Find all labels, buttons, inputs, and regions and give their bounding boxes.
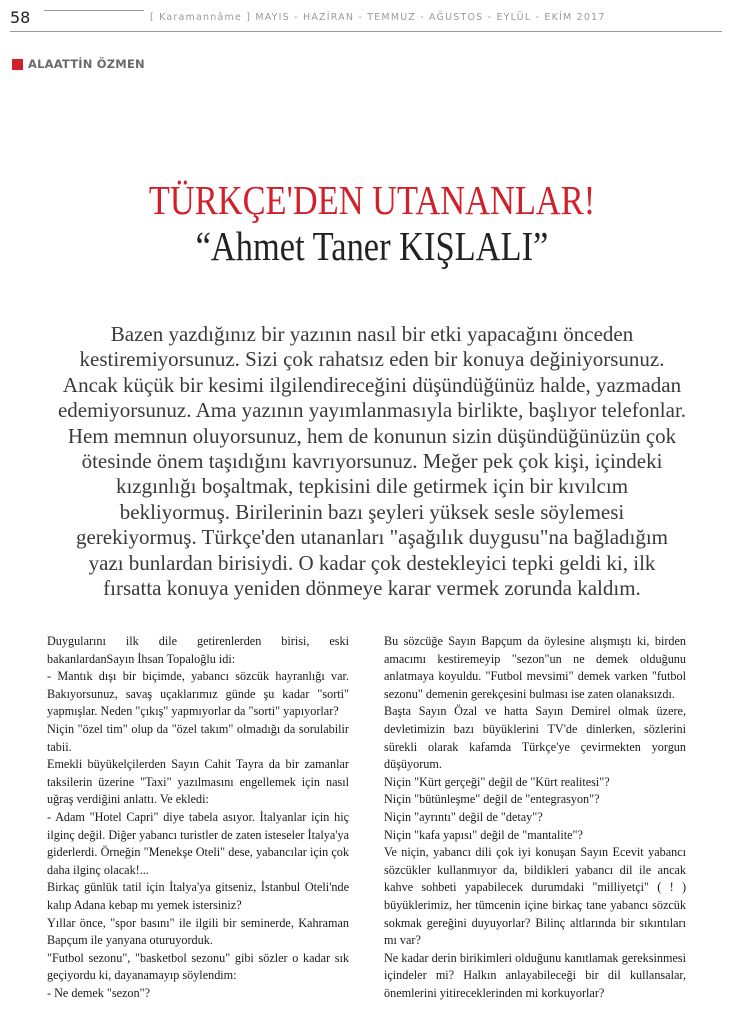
- author-name: ALAATTİN ÖZMEN: [28, 57, 145, 71]
- body-paragraph: Niçin "özel tim" olup da "özel takım" olmadığı da sorulabilir tabii.: [47, 721, 349, 754]
- body-paragraph: - Adam "Hotel Capri" diye tabela asıyor. İtalyanlar için hiç ilginç değil. Diğer yabancı turistler de zaten isteseler İtalya'ya giderlerdi. Örneğin "Menekşe Oteli" dese, yabancılar için çok daha ilginç olacak!...: [47, 809, 349, 877]
- body-paragraph: Niçin "bütünleşme" değil de "entegrasyon"?: [384, 792, 600, 807]
- lead-line: yazı bunlardan birisiydi. O kadar çok destekleyici tepki geldi ki, ilk: [88, 550, 656, 575]
- lead-line: gerekiyormuş. Türkçe'den utananları "aşağılık duygusu"na bağladığım: [75, 525, 669, 550]
- body-paragraph: Yıllar önce, "spor basını" ile ilgili bir seminerde, Kahraman Bapçum ile yanyana oturuyorduk.: [47, 915, 349, 948]
- lead-line: kızgınlığı boşaltmak, tepkisini dile getirmek için bir kıvılcım: [115, 474, 629, 499]
- lead-line: fırsatta konuya yeniden dönmeye karar vermek zorunda kaldım.: [103, 576, 641, 601]
- article-subtitle: “Ahmet Taner KIŞLALI”: [195, 223, 549, 269]
- body-paragraph: - Ne demek "sezon"?: [47, 985, 151, 1000]
- body-paragraph: - Mantık dışı bir biçimde, yabancı sözcük hayranlığı var. Bakıyorsunuz, savaş uçaklarımız günde şu kadar "sorti" yapmışlar. Neden "çıkış" yapmıyorlar da "sorti" yapıyorlar?: [47, 669, 349, 719]
- body-column-right: [384, 633, 686, 1002]
- body-paragraph: Ve niçin, yabancı dili çok iyi konuşan Sayın Ecevit yabancı sözcükler kullanmıyor da, bildikleri yabancı dil ile ancak kahve sohbeti yapabilecek durumdaki "milliyetçi" ( ! ) büyüklerimiz, her tümcenin içine birkaç tane yabancı sözcük sokmak gereğini duyuyorlar? Bilinç altlarında bir sıkıntıları mı var?: [384, 845, 686, 948]
- body-paragraph: Duygularını ilk dile getirenlerden birisi, eski bakanlardanSayın İhsan Topaloğlu idi:: [47, 634, 349, 666]
- body-paragraph: Niçin "kafa yapısı" değil de "mantalite"?: [384, 827, 583, 842]
- header-rule-left: [44, 10, 144, 11]
- lead-line: ötesinde önem taşıdığını kavrıyorsunuz. Meğer pek çok kişi, içindeki: [81, 449, 663, 474]
- red-square-icon: [12, 59, 23, 70]
- body-paragraph: Bu sözcüğe Sayın Bapçum da öylesine alışmıştı ki, birden amacımı kestiremeyip "sezon"un ne demek olduğunu anlatmaya koyuldu. "Futbol mevsimi" demek varken "futbol sezonu" demenin gerekçesini bulması ise zaten olanaksızdı.: [384, 634, 686, 701]
- body-paragraph: Birkaç günlük tatil için İtalya'ya gitseniz, İstanbul Oteli'nde kalıp Adana kebap mı yemek istersiniz?: [47, 880, 349, 912]
- author-byline: [12, 57, 145, 71]
- article-title: TÜRKÇE'DEN UTANANLAR!: [148, 177, 596, 223]
- body-column-left: [47, 633, 349, 1002]
- lead-line: bekliyormuş. Birilerinin bazı şeyleri yüksek sesle söylemesi: [119, 499, 625, 524]
- lead-line: Ancak küçük bir kesimi ilgilendireceğini düşündüğünüz halde, yazmadan: [62, 372, 682, 397]
- page-header: [0, 0, 744, 40]
- lead-line: Bazen yazdığınız bir yazının nasıl bir etki yapacağını önceden: [110, 322, 634, 346]
- lead-line: Hem memnun oluyorsunuz, hem de konunun sizin düşündüğünüzün çok: [67, 423, 677, 448]
- body-paragraph: "Futbol sezonu", "basketbol sezonu" gibi sözler o kadar sık geçiyordu ki, dayanamayıp söylendim:: [47, 950, 349, 983]
- lead-line: edemiyorsunuz. Ama yazının yayımlanmasıyla birlikte, başlıyor telefonlar.: [57, 398, 687, 423]
- page-number: 58: [10, 8, 31, 27]
- body-paragraph: Emekli büyükelçilerden Sayın Cahit Tayra da bir zamanlar taksilerin üzerine "Taxi" yazılmasını engellemek için nasıl uğraş verdiğini anlattı. Ve ekledi:: [47, 757, 349, 807]
- header-rule-bottom: [10, 31, 722, 32]
- body-paragraph: Ne kadar derin birikimleri olduğunu kanıtlamak gereksinmesi içindeler mi? Halkın anlayabileceği bir dil kullansalar, önemlerini yitireceklerinden mi korkuyorlar?: [384, 950, 686, 1000]
- lead-paragraph: [55, 322, 689, 601]
- running-head: [ Karamannâme ] MAYIS - HAZİRAN - TEMMUZ - AĞUSTOS - EYLÜL - EKİM 2017: [150, 12, 606, 23]
- body-paragraph: Niçin "ayrıntı" değil de "detay"?: [384, 809, 543, 824]
- body-paragraph: Başta Sayın Özal ve hatta Sayın Demirel olmak üzere, devletimizin bazı büyüklerini TV'de dinlerken, sözlerini sürekli olarak kafamda Türkçe'ye çevirmekten yorgun düşüyorum.: [384, 704, 686, 772]
- lead-line: kestiremiyorsunuz. Sizi çok rahatsız eden bir konuya değiniyorsunuz.: [79, 347, 665, 372]
- body-paragraph: Niçin "Kürt gerçeği" değil de "Kürt realitesi"?: [384, 774, 610, 789]
